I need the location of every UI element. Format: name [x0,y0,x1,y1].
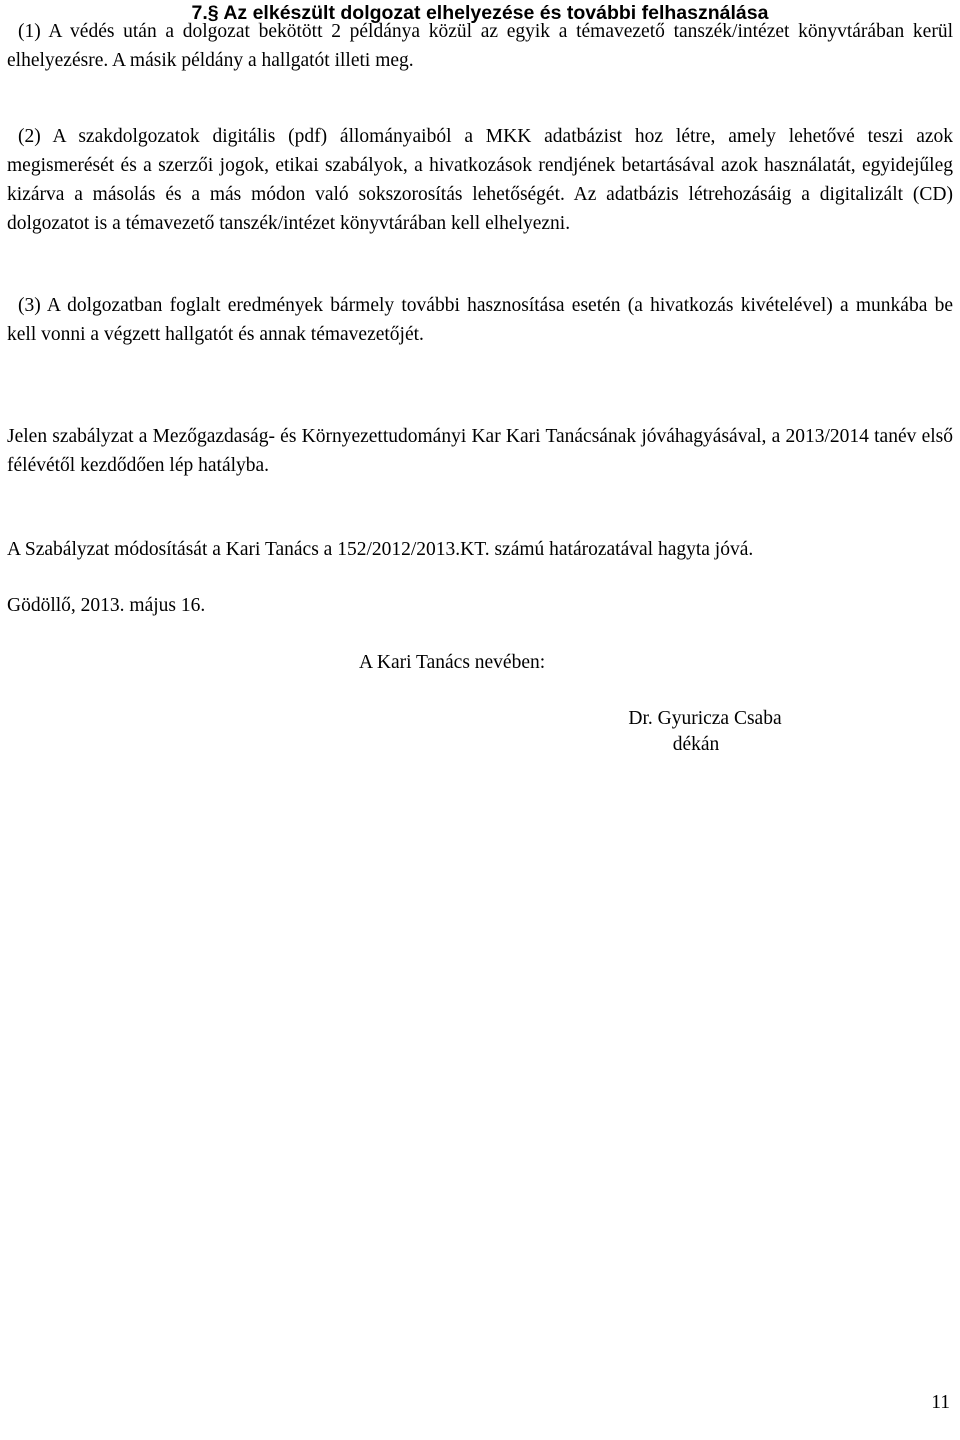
signature-block [580,706,830,758]
paragraph-2: (2) A szakdolgozatok digitális (pdf) állományaiból a MKK adatbázist hoz létre, amely lehetővé teszi azok megismerését és a szerzői jogok, etikai szabályok, a hivatkozások rendjének betartásával azok használatát, egyidejűleg kizárva a másolás és a más módon való sokszorosítás lehetőségét. Az adatbázis létrehozásáig a digitalizált (CD) dolgozatot is a témavezető tanszék/intézet könyvtárában kell elhelyezni. [7,126,953,234]
section-title: 7.§ Az elkészült dolgozat elhelyezése és további felhasználása [191,2,769,24]
amendment-statement: A Szabályzat módosítását a Kari Tanács a 152/2012/2013.KT. számú határozatával hagyta jóvá. [7,539,754,560]
signatory-name: Dr. Gyuricza Csaba [628,708,782,729]
on-behalf-line: A Kari Tanács nevében: [359,652,546,673]
paragraph-1: (1) A védés után a dolgozat bekötött 2 példánya közül az egyik a témavezető tanszék/intézet könyvtárában kerül elhelyezésre. A másik példány a hallgatót illeti meg. [7,21,953,71]
place-date: Gödöllő, 2013. május 16. [7,595,206,616]
page-number: 11 [931,1392,950,1413]
paragraph-3: (3) A dolgozatban foglalt eredmények bármely további hasznosítása esetén (a hivatkozás kivételével) a munkába be kell vonni a végzett hallgatót és annak témavezetőjét. [7,295,953,345]
effective-statement: Jelen szabályzat a Mezőgazdaság- és Környezettudományi Kar Kari Tanácsának jóváhagyásával, a 2013/2014 tanév első félévétől kezdődően lép hatályba. [7,426,953,476]
signatory-title: dékán [672,734,720,755]
